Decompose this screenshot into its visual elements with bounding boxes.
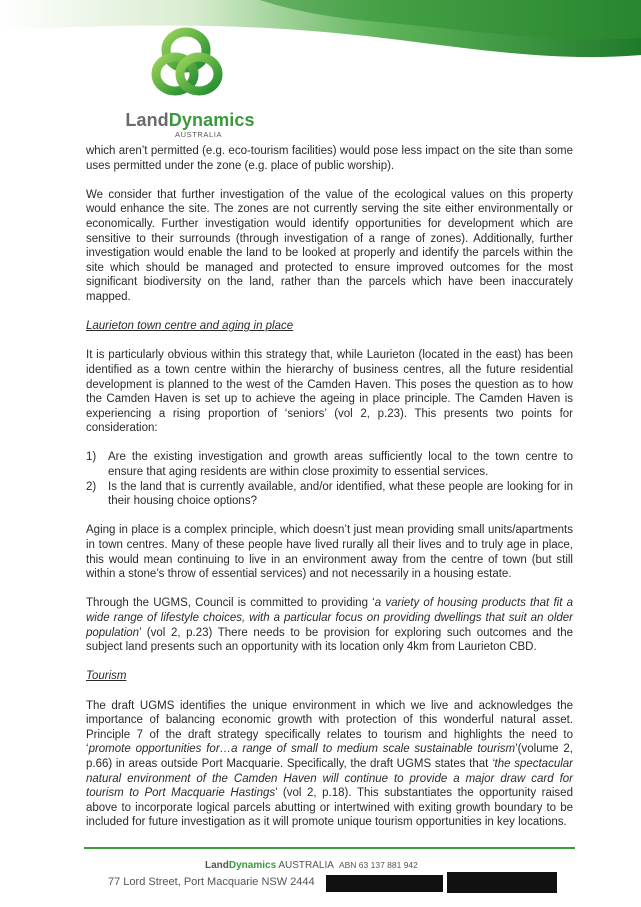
footer-address: 77 Lord Street, Port Macquarie NSW 2444: [108, 876, 315, 888]
logo-country-text: AUSTRALIA: [175, 130, 223, 139]
heading-tourism: Tourism: [86, 670, 127, 683]
consideration-list: [86, 450, 573, 508]
page-footer: [0, 856, 641, 907]
paragraph-5-a: Through the UGMS, Council is committed to providing ‘: [86, 597, 375, 610]
paragraph-5: [86, 596, 573, 654]
list-item-number: 1): [86, 451, 97, 464]
redaction-block: [447, 872, 557, 893]
footer-company: [205, 860, 418, 871]
list-item-text: Is the land that is currently available, and/or identified, what these people are looking for in their housing choice options?: [108, 480, 573, 508]
logo-land-text: Land: [125, 110, 169, 130]
page-header: [0, 0, 641, 145]
list-item: [86, 480, 573, 509]
paragraph-6-quote-2: ‘the spectacular natural environment of the Camden Haven will continue to provide a major draw card for tourism to Port Macquarie Hastings: [86, 757, 573, 800]
paragraph-2: We consider that further investigation of the value of the ecological values on this property would enhance the site. The zones are not currently serving the site either environmentally or economically. Further investigation would identify opportunities for development which are sensitive to their surrounds (through investigation of a range of zones). Additionally, further investigation would enable the land to be looked at properly and identify the parcels within the site which should be managed and protected to ensure improved outcomes for the most significant biodiversity on the land, rather than the parcels which have been inaccurately mapped.: [86, 188, 573, 303]
paragraph-6-a: The draft UGMS identifies the unique environment in which we live and acknowledges the importance of balancing economic growth with protection of this wonderful natural asset. Principle 7 of the draft strategy specifically relates to tourism and highlights the need to ‘: [86, 699, 573, 756]
heading-laurieton: Laurieton town centre and aging in place: [86, 320, 294, 333]
paragraph-5-b: ’ (vol 2, p.23) There needs to be provision for exploring such outcomes and the subject land presents such an opportunity with its location only 4km from Laurieton CBD.: [86, 626, 573, 654]
paragraph-6-b: ’(volume 2, p.66) in areas outside Port Macquarie. Specifically, the draft UGMS states that: [86, 743, 573, 770]
paragraph-6: [86, 699, 573, 830]
footer-dynamics-text: Dynamics: [228, 860, 277, 871]
logo-dynamics-text: Dynamics: [168, 110, 255, 130]
paragraph-5-quote: a variety of housing products that fit a wide range of lifestyle choices, with a particular focus on providing dwellings that suit an older population: [86, 597, 573, 639]
logo-knot-icon: [156, 32, 218, 91]
logo-wordmark: [0, 110, 380, 131]
list-item: [86, 450, 573, 479]
footer-abn: ABN 63 137 881 942: [338, 860, 418, 870]
paragraph-6-c: ’ (vol 2, p.18). This substantiates the opportunity raised above to incorporate logical parcels abutting or intertwined with exiting growth boundary to be included for future investigation as it will promote unique tourism opportunities in key locations.: [86, 787, 573, 829]
list-item-number: 2): [86, 480, 97, 493]
paragraph-1: which aren’t permitted (e.g. eco-tourism facilities) would pose less impact on the site than some uses permitted under the zone (e.g. place of public worship).: [86, 145, 573, 172]
list-item-text: Are the existing investigation and growth areas sufficiently local to the town centre to ensure that aging residents are within close proximity to essential services.: [108, 451, 573, 479]
paragraph-6-quote-1: promote opportunities for…a range of small to medium scale sustainable tourism: [88, 743, 516, 756]
redaction-block: [326, 875, 443, 892]
paragraph-4: Aging in place is a complex principle, which doesn’t just mean providing small units/apartments in town centres. Many of these people have lived rurally all their lives and to truly age in place, this would mean continuing to live in an environment away from the centre of town (but still within a stone’s throw of essential services) and not necessarily in a housing estate.: [86, 524, 573, 581]
footer-divider: [84, 847, 575, 849]
footer-land-text: Land: [205, 860, 229, 871]
footer-australia-text: AUSTRALIA: [276, 860, 334, 871]
paragraph-3: It is particularly obvious within this strategy that, while Laurieton (located in the east) has been identified as a town centre within the hierarchy of business centres, all the future residential development is planned to the west of the Camden Haven. This poses the question as to how the Camden Haven is set up to achieve the ageing in place principle. The Camden Haven is experiencing a rising proportion of ‘seniors’ (vol 2, p.23). This presents two points for consideration:: [86, 349, 573, 435]
document-body: [86, 144, 573, 845]
